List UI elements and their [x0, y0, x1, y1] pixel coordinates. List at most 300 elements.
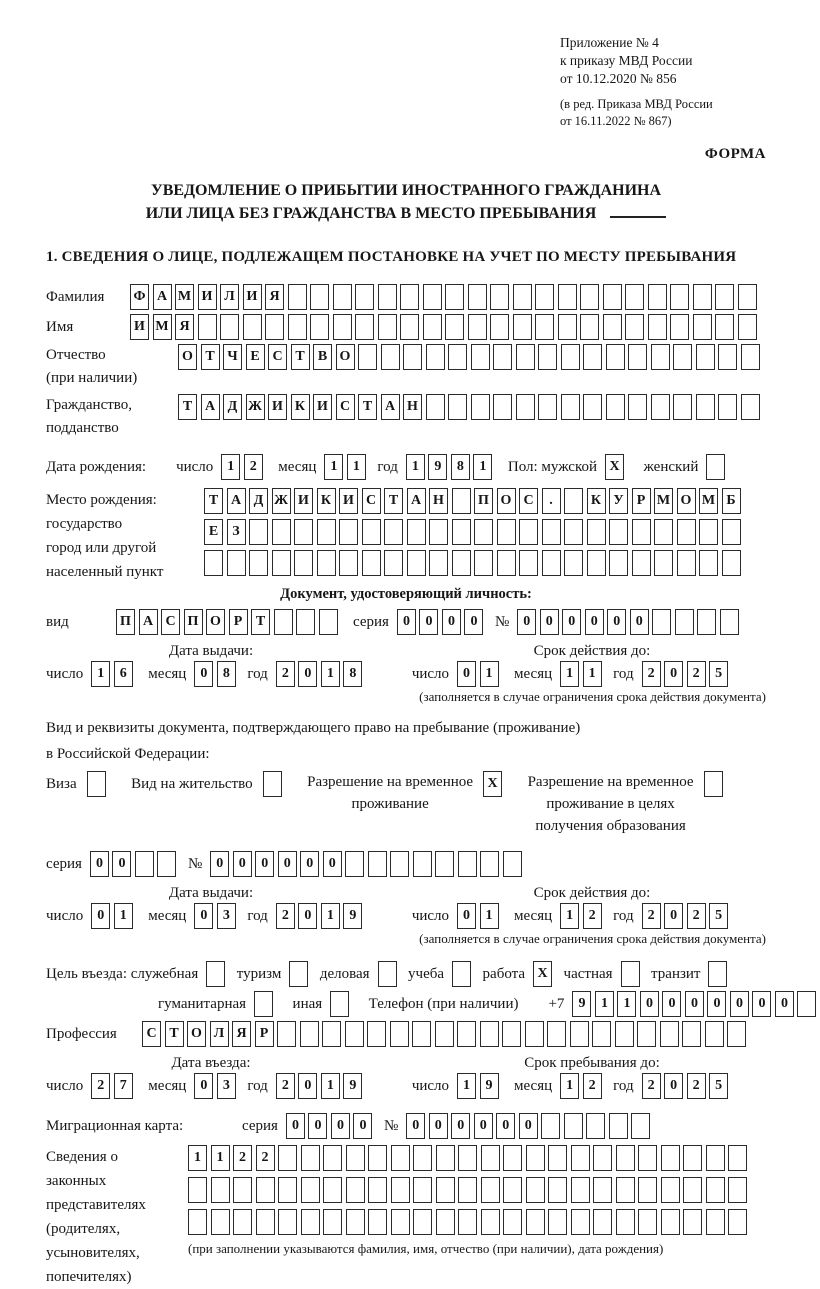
char-cell[interactable]: 8	[451, 454, 470, 480]
char-cell[interactable]: 0	[517, 609, 536, 635]
char-cell[interactable]: 0	[278, 851, 297, 877]
char-cell[interactable]	[670, 284, 689, 310]
char-cell[interactable]: 0	[331, 1113, 350, 1139]
char-cell[interactable]	[263, 771, 282, 797]
entry-month-input[interactable]	[194, 1073, 239, 1099]
char-cell[interactable]: 1	[560, 1073, 579, 1099]
mig-number-input[interactable]	[406, 1113, 654, 1139]
char-cell[interactable]	[706, 1209, 725, 1235]
char-cell[interactable]	[474, 550, 493, 576]
char-cell[interactable]	[368, 1145, 387, 1171]
char-cell[interactable]	[616, 1209, 635, 1235]
char-cell[interactable]	[548, 1209, 567, 1235]
char-cell[interactable]	[274, 609, 293, 635]
char-cell[interactable]	[429, 519, 448, 545]
char-cell[interactable]: А	[139, 609, 158, 635]
char-cell[interactable]	[426, 394, 445, 420]
char-cell[interactable]	[720, 609, 739, 635]
res-issue-month-input[interactable]	[194, 903, 239, 929]
char-cell[interactable]: С	[336, 394, 355, 420]
char-cell[interactable]	[609, 550, 628, 576]
char-cell[interactable]	[206, 961, 225, 987]
char-cell[interactable]: 1	[457, 1073, 476, 1099]
char-cell[interactable]	[301, 1177, 320, 1203]
char-cell[interactable]	[426, 344, 445, 370]
char-cell[interactable]: К	[587, 488, 606, 514]
purpose-transit-checkbox[interactable]	[708, 961, 731, 987]
char-cell[interactable]	[797, 991, 816, 1017]
char-cell[interactable]: Т	[358, 394, 377, 420]
stay-year-input[interactable]	[642, 1073, 732, 1099]
char-cell[interactable]	[696, 394, 715, 420]
char-cell[interactable]	[615, 1021, 634, 1047]
phone-input[interactable]	[572, 991, 820, 1017]
char-cell[interactable]	[457, 1021, 476, 1047]
char-cell[interactable]	[558, 284, 577, 310]
char-cell[interactable]: Е	[246, 344, 265, 370]
char-cell[interactable]	[683, 1145, 702, 1171]
char-cell[interactable]	[728, 1177, 747, 1203]
char-cell[interactable]	[580, 284, 599, 310]
char-cell[interactable]	[741, 394, 760, 420]
char-cell[interactable]	[474, 519, 493, 545]
char-cell[interactable]: Ч	[223, 344, 242, 370]
char-cell[interactable]: 0	[194, 903, 213, 929]
char-cell[interactable]: К	[317, 488, 336, 514]
char-cell[interactable]	[519, 550, 538, 576]
char-cell[interactable]	[519, 519, 538, 545]
char-cell[interactable]	[445, 314, 464, 340]
char-cell[interactable]: И	[243, 284, 262, 310]
char-cell[interactable]: 1	[560, 661, 579, 687]
char-cell[interactable]	[593, 1145, 612, 1171]
char-cell[interactable]	[412, 1021, 431, 1047]
char-cell[interactable]: Ж	[246, 394, 265, 420]
entry-day-input[interactable]	[91, 1073, 136, 1099]
char-cell[interactable]	[525, 1021, 544, 1047]
char-cell[interactable]	[407, 550, 426, 576]
char-cell[interactable]	[603, 284, 622, 310]
char-cell[interactable]	[603, 314, 622, 340]
char-cell[interactable]	[220, 314, 239, 340]
char-cell[interactable]	[368, 1177, 387, 1203]
char-cell[interactable]	[346, 1145, 365, 1171]
char-cell[interactable]	[378, 284, 397, 310]
char-cell[interactable]: Н	[429, 488, 448, 514]
char-cell[interactable]: 0	[286, 1113, 305, 1139]
char-cell[interactable]: Ж	[272, 488, 291, 514]
res-valid-day-input[interactable]	[457, 903, 502, 929]
char-cell[interactable]	[538, 344, 557, 370]
char-cell[interactable]: Д	[223, 394, 242, 420]
res-valid-year-input[interactable]	[642, 903, 732, 929]
id-valid-day-input[interactable]	[457, 661, 502, 687]
char-cell[interactable]: Р	[255, 1021, 274, 1047]
char-cell[interactable]: 1	[480, 661, 499, 687]
char-cell[interactable]	[481, 1177, 500, 1203]
char-cell[interactable]: А	[381, 394, 400, 420]
char-cell[interactable]	[323, 1209, 342, 1235]
stay-day-input[interactable]	[457, 1073, 502, 1099]
char-cell[interactable]	[391, 1209, 410, 1235]
char-cell[interactable]	[452, 961, 471, 987]
char-cell[interactable]: 1	[321, 1073, 340, 1099]
char-cell[interactable]	[722, 519, 741, 545]
char-cell[interactable]	[319, 609, 338, 635]
char-cell[interactable]	[323, 1177, 342, 1203]
char-cell[interactable]: 0	[775, 991, 794, 1017]
char-cell[interactable]	[289, 961, 308, 987]
char-cell[interactable]	[403, 344, 422, 370]
char-cell[interactable]	[654, 519, 673, 545]
char-cell[interactable]: О	[206, 609, 225, 635]
char-cell[interactable]: Р	[229, 609, 248, 635]
char-cell[interactable]	[696, 344, 715, 370]
profession-input[interactable]	[142, 1021, 750, 1047]
char-cell[interactable]	[502, 1021, 521, 1047]
char-cell[interactable]: Л	[210, 1021, 229, 1047]
char-cell[interactable]	[728, 1145, 747, 1171]
char-cell[interactable]	[362, 550, 381, 576]
char-cell[interactable]	[503, 851, 522, 877]
char-cell[interactable]	[652, 609, 671, 635]
char-cell[interactable]	[587, 519, 606, 545]
purpose-official-checkbox[interactable]	[206, 961, 229, 987]
char-cell[interactable]	[609, 1113, 628, 1139]
char-cell[interactable]: 0	[662, 991, 681, 1017]
char-cell[interactable]	[722, 550, 741, 576]
char-cell[interactable]	[571, 1177, 590, 1203]
char-cell[interactable]	[322, 1021, 341, 1047]
char-cell[interactable]	[727, 1021, 746, 1047]
char-cell[interactable]	[423, 284, 442, 310]
char-cell[interactable]: 2	[276, 1073, 295, 1099]
char-cell[interactable]: 2	[687, 1073, 706, 1099]
char-cell[interactable]: Я	[175, 314, 194, 340]
char-cell[interactable]	[606, 344, 625, 370]
char-cell[interactable]	[625, 284, 644, 310]
char-cell[interactable]	[362, 519, 381, 545]
char-cell[interactable]	[390, 851, 409, 877]
char-cell[interactable]	[693, 284, 712, 310]
char-cell[interactable]	[301, 1209, 320, 1235]
char-cell[interactable]: 2	[642, 903, 661, 929]
char-cell[interactable]	[188, 1177, 207, 1203]
char-cell[interactable]	[204, 550, 223, 576]
char-cell[interactable]	[570, 1021, 589, 1047]
char-cell[interactable]: 0	[429, 1113, 448, 1139]
res-issue-day-input[interactable]	[91, 903, 136, 929]
char-cell[interactable]	[413, 851, 432, 877]
char-cell[interactable]: 0	[308, 1113, 327, 1139]
char-cell[interactable]	[400, 314, 419, 340]
char-cell[interactable]	[673, 344, 692, 370]
char-cell[interactable]: X	[533, 961, 552, 987]
char-cell[interactable]	[677, 550, 696, 576]
char-cell[interactable]	[272, 550, 291, 576]
char-cell[interactable]: О	[677, 488, 696, 514]
char-cell[interactable]	[390, 1021, 409, 1047]
char-cell[interactable]: 2	[583, 1073, 602, 1099]
char-cell[interactable]	[526, 1209, 545, 1235]
char-cell[interactable]: Б	[722, 488, 741, 514]
char-cell[interactable]	[288, 284, 307, 310]
char-cell[interactable]	[381, 344, 400, 370]
char-cell[interactable]: .	[542, 488, 561, 514]
char-cell[interactable]: 0	[464, 609, 483, 635]
char-cell[interactable]: 2	[583, 903, 602, 929]
char-cell[interactable]: И	[294, 488, 313, 514]
char-cell[interactable]: 1	[211, 1145, 230, 1171]
char-cell[interactable]	[445, 284, 464, 310]
char-cell[interactable]: 2	[276, 903, 295, 929]
char-cell[interactable]	[571, 1209, 590, 1235]
char-cell[interactable]	[706, 454, 725, 480]
char-cell[interactable]: 9	[428, 454, 447, 480]
char-cell[interactable]: Р	[632, 488, 651, 514]
char-cell[interactable]	[638, 1177, 657, 1203]
char-cell[interactable]	[188, 1209, 207, 1235]
char-cell[interactable]: 0	[90, 851, 109, 877]
char-cell[interactable]: 1	[583, 661, 602, 687]
char-cell[interactable]	[452, 519, 471, 545]
char-cell[interactable]	[638, 1209, 657, 1235]
char-cell[interactable]	[513, 284, 532, 310]
char-cell[interactable]	[682, 1021, 701, 1047]
char-cell[interactable]	[278, 1145, 297, 1171]
char-cell[interactable]	[654, 550, 673, 576]
char-cell[interactable]: 0	[353, 1113, 372, 1139]
char-cell[interactable]: 2	[233, 1145, 252, 1171]
char-cell[interactable]: А	[227, 488, 246, 514]
purpose-study-checkbox[interactable]	[452, 961, 475, 987]
char-cell[interactable]	[400, 284, 419, 310]
entry-year-input[interactable]	[276, 1073, 366, 1099]
char-cell[interactable]	[513, 314, 532, 340]
char-cell[interactable]: 0	[685, 991, 704, 1017]
char-cell[interactable]	[670, 314, 689, 340]
char-cell[interactable]: А	[153, 284, 172, 310]
char-cell[interactable]: 0	[474, 1113, 493, 1139]
char-cell[interactable]	[738, 314, 757, 340]
char-cell[interactable]	[391, 1145, 410, 1171]
char-cell[interactable]	[355, 284, 374, 310]
char-cell[interactable]	[256, 1209, 275, 1235]
char-cell[interactable]	[526, 1177, 545, 1203]
char-cell[interactable]	[211, 1177, 230, 1203]
char-cell[interactable]: 0	[752, 991, 771, 1017]
char-cell[interactable]	[480, 851, 499, 877]
char-cell[interactable]	[497, 550, 516, 576]
char-cell[interactable]	[368, 851, 387, 877]
char-cell[interactable]: Н	[403, 394, 422, 420]
char-cell[interactable]: В	[313, 344, 332, 370]
char-cell[interactable]: 0	[298, 1073, 317, 1099]
char-cell[interactable]	[706, 1145, 725, 1171]
char-cell[interactable]	[660, 1021, 679, 1047]
char-cell[interactable]	[621, 961, 640, 987]
char-cell[interactable]: 3	[217, 903, 236, 929]
char-cell[interactable]	[448, 394, 467, 420]
char-cell[interactable]	[673, 394, 692, 420]
char-cell[interactable]	[452, 550, 471, 576]
char-cell[interactable]	[580, 314, 599, 340]
char-cell[interactable]: 2	[91, 1073, 110, 1099]
char-cell[interactable]	[468, 314, 487, 340]
char-cell[interactable]: 2	[642, 1073, 661, 1099]
char-cell[interactable]: 0	[300, 851, 319, 877]
char-cell[interactable]	[300, 1021, 319, 1047]
char-cell[interactable]: П	[474, 488, 493, 514]
char-cell[interactable]: Т	[291, 344, 310, 370]
char-cell[interactable]: 9	[572, 991, 591, 1017]
char-cell[interactable]	[637, 1021, 656, 1047]
char-cell[interactable]	[436, 1177, 455, 1203]
char-cell[interactable]: И	[313, 394, 332, 420]
char-cell[interactable]	[616, 1145, 635, 1171]
char-cell[interactable]	[628, 394, 647, 420]
purpose-private-checkbox[interactable]	[621, 961, 644, 987]
char-cell[interactable]	[535, 284, 554, 310]
char-cell[interactable]: 8	[217, 661, 236, 687]
rep-input-row3[interactable]	[188, 1209, 751, 1235]
char-cell[interactable]	[288, 314, 307, 340]
char-cell[interactable]: 0	[451, 1113, 470, 1139]
char-cell[interactable]	[436, 1145, 455, 1171]
purpose-humanitarian-checkbox[interactable]	[254, 991, 277, 1017]
char-cell[interactable]: 0	[664, 661, 683, 687]
char-cell[interactable]	[592, 1021, 611, 1047]
char-cell[interactable]	[490, 284, 509, 310]
char-cell[interactable]	[699, 519, 718, 545]
char-cell[interactable]: О	[497, 488, 516, 514]
doc-number-input[interactable]	[517, 609, 742, 635]
char-cell[interactable]: У	[609, 488, 628, 514]
res-issue-year-input[interactable]	[276, 903, 366, 929]
char-cell[interactable]: И	[198, 284, 217, 310]
char-cell[interactable]	[310, 284, 329, 310]
char-cell[interactable]	[542, 550, 561, 576]
char-cell[interactable]	[503, 1209, 522, 1235]
char-cell[interactable]: 9	[343, 1073, 362, 1099]
char-cell[interactable]	[586, 1113, 605, 1139]
char-cell[interactable]	[631, 1113, 650, 1139]
rep-input-row1[interactable]	[188, 1145, 751, 1171]
char-cell[interactable]	[233, 1177, 252, 1203]
char-cell[interactable]: М	[654, 488, 673, 514]
patronymic-input[interactable]	[178, 344, 763, 370]
char-cell[interactable]: 5	[709, 903, 728, 929]
char-cell[interactable]	[368, 1209, 387, 1235]
char-cell[interactable]	[346, 1209, 365, 1235]
char-cell[interactable]	[648, 284, 667, 310]
char-cell[interactable]: 0	[607, 609, 626, 635]
char-cell[interactable]: 1	[221, 454, 240, 480]
char-cell[interactable]: 0	[298, 661, 317, 687]
birth-year-input[interactable]	[406, 454, 496, 480]
char-cell[interactable]: 0	[457, 903, 476, 929]
char-cell[interactable]	[564, 519, 583, 545]
birth-place-input-row1[interactable]	[204, 488, 744, 514]
char-cell[interactable]	[490, 314, 509, 340]
char-cell[interactable]	[699, 550, 718, 576]
char-cell[interactable]	[493, 394, 512, 420]
char-cell[interactable]: 1	[114, 903, 133, 929]
char-cell[interactable]: 0	[323, 851, 342, 877]
char-cell[interactable]	[256, 1177, 275, 1203]
char-cell[interactable]: И	[339, 488, 358, 514]
char-cell[interactable]: X	[483, 771, 502, 797]
char-cell[interactable]	[704, 771, 723, 797]
char-cell[interactable]	[497, 519, 516, 545]
char-cell[interactable]	[157, 851, 176, 877]
char-cell[interactable]	[346, 1177, 365, 1203]
char-cell[interactable]	[330, 991, 349, 1017]
char-cell[interactable]: 1	[560, 903, 579, 929]
char-cell[interactable]	[677, 519, 696, 545]
char-cell[interactable]	[345, 1021, 364, 1047]
mig-series-input[interactable]	[286, 1113, 376, 1139]
char-cell[interactable]	[448, 344, 467, 370]
visa-checkbox[interactable]	[87, 771, 110, 797]
char-cell[interactable]	[628, 344, 647, 370]
char-cell[interactable]	[198, 314, 217, 340]
char-cell[interactable]	[333, 284, 352, 310]
id-issue-day-input[interactable]	[91, 661, 136, 687]
rep-input-row2[interactable]	[188, 1177, 751, 1203]
char-cell[interactable]: 9	[343, 903, 362, 929]
char-cell[interactable]	[661, 1145, 680, 1171]
char-cell[interactable]: X	[605, 454, 624, 480]
char-cell[interactable]	[413, 1209, 432, 1235]
char-cell[interactable]	[632, 519, 651, 545]
char-cell[interactable]: Ф	[130, 284, 149, 310]
char-cell[interactable]	[413, 1177, 432, 1203]
purpose-other-checkbox[interactable]	[330, 991, 353, 1017]
char-cell[interactable]	[583, 344, 602, 370]
char-cell[interactable]	[718, 394, 737, 420]
char-cell[interactable]	[367, 1021, 386, 1047]
char-cell[interactable]	[661, 1209, 680, 1235]
char-cell[interactable]: 1	[473, 454, 492, 480]
char-cell[interactable]: 6	[114, 661, 133, 687]
char-cell[interactable]	[493, 344, 512, 370]
birth-day-input[interactable]	[221, 454, 266, 480]
char-cell[interactable]	[378, 314, 397, 340]
char-cell[interactable]: 0	[585, 609, 604, 635]
stay-month-input[interactable]	[560, 1073, 605, 1099]
char-cell[interactable]: 1	[406, 454, 425, 480]
char-cell[interactable]	[583, 394, 602, 420]
char-cell[interactable]	[638, 1145, 657, 1171]
char-cell[interactable]	[249, 519, 268, 545]
char-cell[interactable]: 1	[324, 454, 343, 480]
char-cell[interactable]	[683, 1177, 702, 1203]
id-issue-year-input[interactable]	[276, 661, 366, 687]
char-cell[interactable]	[661, 1177, 680, 1203]
char-cell[interactable]	[547, 1021, 566, 1047]
char-cell[interactable]: 0	[210, 851, 229, 877]
char-cell[interactable]	[317, 519, 336, 545]
char-cell[interactable]	[272, 519, 291, 545]
char-cell[interactable]: 0	[397, 609, 416, 635]
char-cell[interactable]	[468, 284, 487, 310]
char-cell[interactable]: Т	[178, 394, 197, 420]
char-cell[interactable]	[277, 1021, 296, 1047]
char-cell[interactable]: 8	[343, 661, 362, 687]
char-cell[interactable]	[294, 550, 313, 576]
char-cell[interactable]	[481, 1145, 500, 1171]
